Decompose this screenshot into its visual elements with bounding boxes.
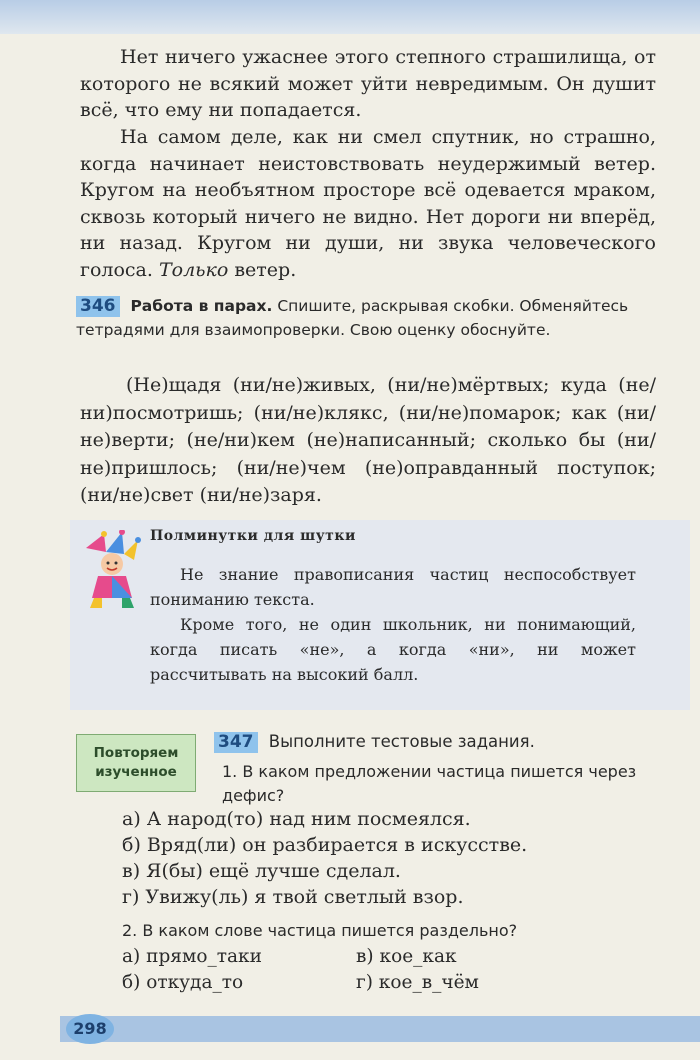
q1-option-c: в) Я(бы) ещё лучше сделал. — [122, 860, 401, 882]
top-band — [0, 0, 700, 34]
exercise-347-header — [214, 730, 535, 754]
exercise-346-title: Работа в парах. — [130, 297, 273, 315]
exercise-346-words: (Не)щадя (ни/не)живых, (ни/не)мёртвых; куда (не/ни)посмотришь; (ни/не)клякс, (ни/не)помарок; как (ни/не)верти; (не/ни)кем (не)написанный; сколько бы (ни/не)пришлось; (ни/не)чем (не)оправданный поступок; (ни/не)свет (ни/не)заря. — [80, 374, 656, 506]
q2-option-a: а) прямо_таки — [122, 946, 262, 967]
exercise-346-instruction: Спишите, раскрывая скобки. Обменяйтесь тетрадями для взаимопроверки. Свою оценку обоснуйте. — [76, 297, 629, 339]
joke-title: Полминутки для шутки — [150, 528, 356, 544]
question-2: 2. В каком слове частица пишется раздельно? — [122, 921, 518, 940]
page-number: 298 — [66, 1014, 114, 1044]
joke-text — [150, 562, 636, 687]
exercise-number-346: 346 — [76, 296, 120, 317]
exercise-number-347: 347 — [214, 732, 258, 753]
review-badge: Повторяем изученное — [76, 734, 196, 792]
jester-icon — [76, 530, 142, 610]
joke-paragraph-1: Не знание правописания частиц неспособствует пониманию текста. — [150, 565, 636, 609]
q2-option-d: г) кое_в_чём — [356, 972, 479, 993]
question-1: 1. В каком предложении частица пишется через дефис? — [222, 762, 637, 805]
bottom-band — [60, 1016, 700, 1042]
joke-paragraph-2: Кроме того, не один школьник, ни понимающий, когда писать «не», а когда «ни», ни может рассчитывать на высокий балл. — [150, 615, 636, 684]
q1-option-b: б) Вряд(ли) он разбирается в искусстве. — [122, 834, 528, 856]
paragraph-1: Нет ничего ужаснее этого степного страшилища, от которого не всякий может уйти невредимым. Он душит всё, что ему ни попадается. — [80, 46, 656, 121]
paragraph-2: На самом деле, как ни смел спутник, но страшно, когда начинает неистовствовать неудержимый ветер. Кругом на необъятном просторе всё одевается мраком, сквозь который ничего не видно. Нет дороги ни вперёд, ни назад. Кругом ни души, ни звука человеческого голоса. Только ветер. — [80, 126, 656, 281]
exercise-347-instruction: Выполните тестовые задания. — [268, 732, 535, 751]
q2-option-c: в) кое_как — [356, 946, 457, 967]
q1-option-a: а) А народ(то) над ним посмеялся. — [122, 808, 471, 830]
exercise-346-task — [76, 294, 656, 342]
q2-option-b: б) откуда_то — [122, 972, 244, 993]
q1-option-d: г) Увижу(ль) я твой светлый взор. — [122, 886, 464, 908]
italic-word: Только — [158, 258, 229, 281]
